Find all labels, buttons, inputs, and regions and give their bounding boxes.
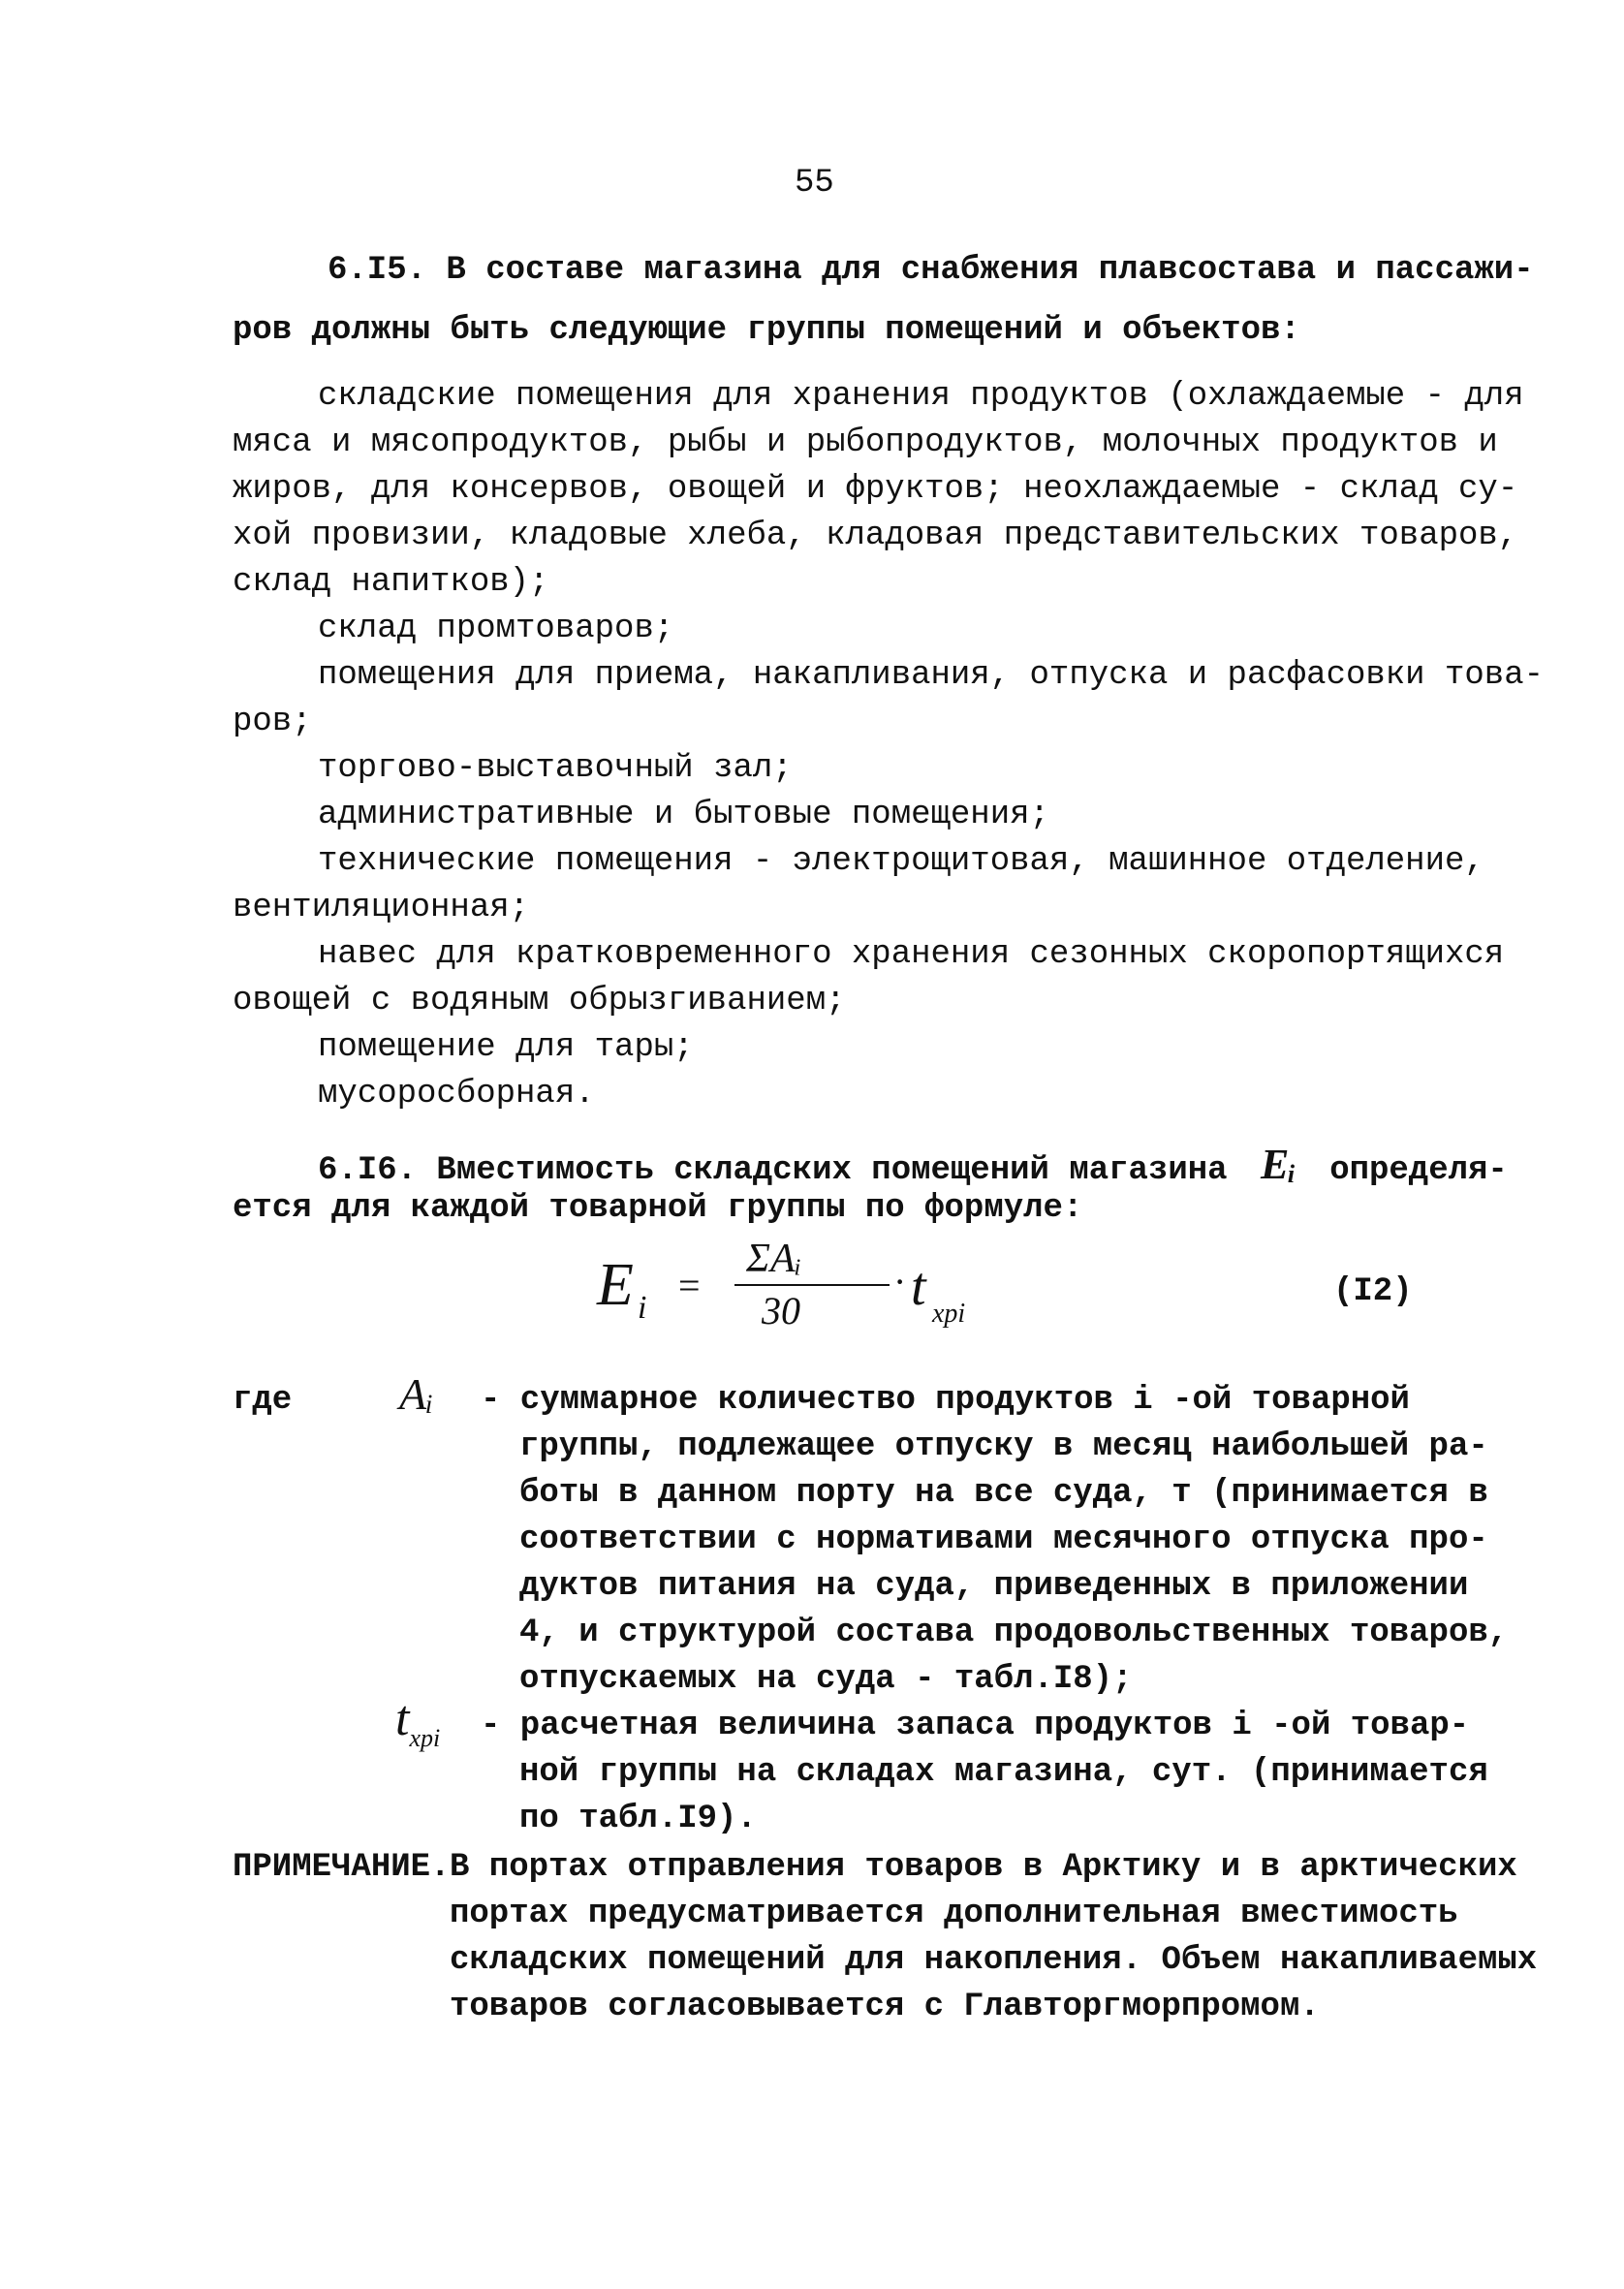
list-item: навес для кратковременного хранения сезонных скоропортящихся: [318, 936, 1505, 973]
section-6-16-line: ется для каждой товарной группы по формуле:: [233, 1190, 1083, 1227]
definition-line: по табл.I9).: [519, 1801, 757, 1837]
formula-dot: ·: [893, 1260, 907, 1303]
note-line: товаров согласовывается с Главторгморпромом.: [450, 1989, 1320, 2025]
section-6-16-line: 6.I6. Вместимость складских помещений магазина Eᵢ определя-: [318, 1141, 1508, 1189]
definition-line: соответствии с нормативами месячного отпуска про-: [519, 1521, 1488, 1558]
note-line: складских помещений для накопления. Объем накапливаемых: [450, 1942, 1538, 1979]
formula-E: E: [597, 1252, 634, 1318]
list-item: торгово-выставочный зал;: [318, 750, 793, 787]
definition-line: группы, подлежащее отпуску в месяц наибольшей ра-: [519, 1428, 1488, 1465]
formula-E-sub: i: [638, 1290, 647, 1326]
list-item-cont: жиров, для консервов, овощей и фруктов; неохлаждаемые - склад су-: [233, 471, 1518, 508]
formula-equals: =: [678, 1264, 701, 1307]
formula-denominator: 30: [762, 1289, 800, 1333]
list-item: технические помещения - электрощитовая, машинное отделение,: [318, 843, 1484, 880]
list-item-cont: хой провизии, кладовые хлеба, кладовая представительских товаров,: [233, 517, 1518, 554]
formula-12: [581, 1229, 1046, 1335]
list-item: помещение для тары;: [318, 1029, 694, 1066]
section-6-15-line: ров должны быть следующие группы помещений и объектов:: [233, 312, 1300, 349]
definition-line: дуктов питания на суда, приведенных в приложении: [519, 1568, 1469, 1605]
where-label: где: [233, 1382, 293, 1419]
list-item-cont: овощей с водяным обрызгиванием;: [233, 983, 846, 1019]
list-item-cont: склад напитков);: [233, 564, 549, 601]
list-item: склад промтоваров;: [318, 611, 674, 647]
note-label: ПРИМЕЧАНИЕ.: [233, 1849, 451, 1886]
list-item: складские помещения для хранения продуктов (охлаждаемые - для: [318, 378, 1524, 415]
definition-line: ной группы на складах магазина, сут. (принимается: [519, 1754, 1488, 1791]
formula-numerator: ΣAᵢ: [746, 1237, 802, 1281]
symbol-Ei: Eᵢ: [1260, 1141, 1296, 1188]
formula-t-sub: хрi: [932, 1299, 966, 1329]
definition-line: - расчетная величина запаса продуктов i -ой товар-: [481, 1708, 1470, 1744]
note-line: В портах отправления товаров в Арктику и в арктических: [450, 1849, 1517, 1886]
list-item-cont: ров;: [233, 704, 312, 740]
symbol-t-xpi: $t_{хрi}$: [395, 1691, 441, 1752]
page-number: 55: [795, 165, 834, 202]
symbol-Ai: Aᵢ: [399, 1369, 434, 1419]
list-item: административные и бытовые помещения;: [318, 797, 1049, 833]
list-item-cont: мяса и мясопродуктов, рыбы и рыбопродуктов, молочных продуктов и: [233, 424, 1498, 461]
section-6-15-line: 6.I5. В составе магазина для снабжения плавсостава и пассажи-: [328, 252, 1534, 289]
list-item: мусоросборная.: [318, 1076, 595, 1113]
definition-line: - суммарное количество продуктов i -ой товарной: [481, 1382, 1410, 1419]
list-item-cont: вентиляционная;: [233, 890, 530, 926]
list-item: помещения для приема, накапливания, отпуска и расфасовки това-: [318, 657, 1545, 694]
note-line: портах предусматривается дополнительная вместимость: [450, 1896, 1458, 1932]
formula-t: t: [911, 1257, 926, 1317]
formula-number: (I2): [1333, 1273, 1413, 1310]
definition-line: боты в данном порту на все суда, т (принимается в: [519, 1475, 1488, 1512]
definition-line: отпускаемых на суда - табл.I8);: [519, 1661, 1133, 1698]
definition-line: 4, и структурой состава продовольственных товаров,: [519, 1615, 1509, 1651]
